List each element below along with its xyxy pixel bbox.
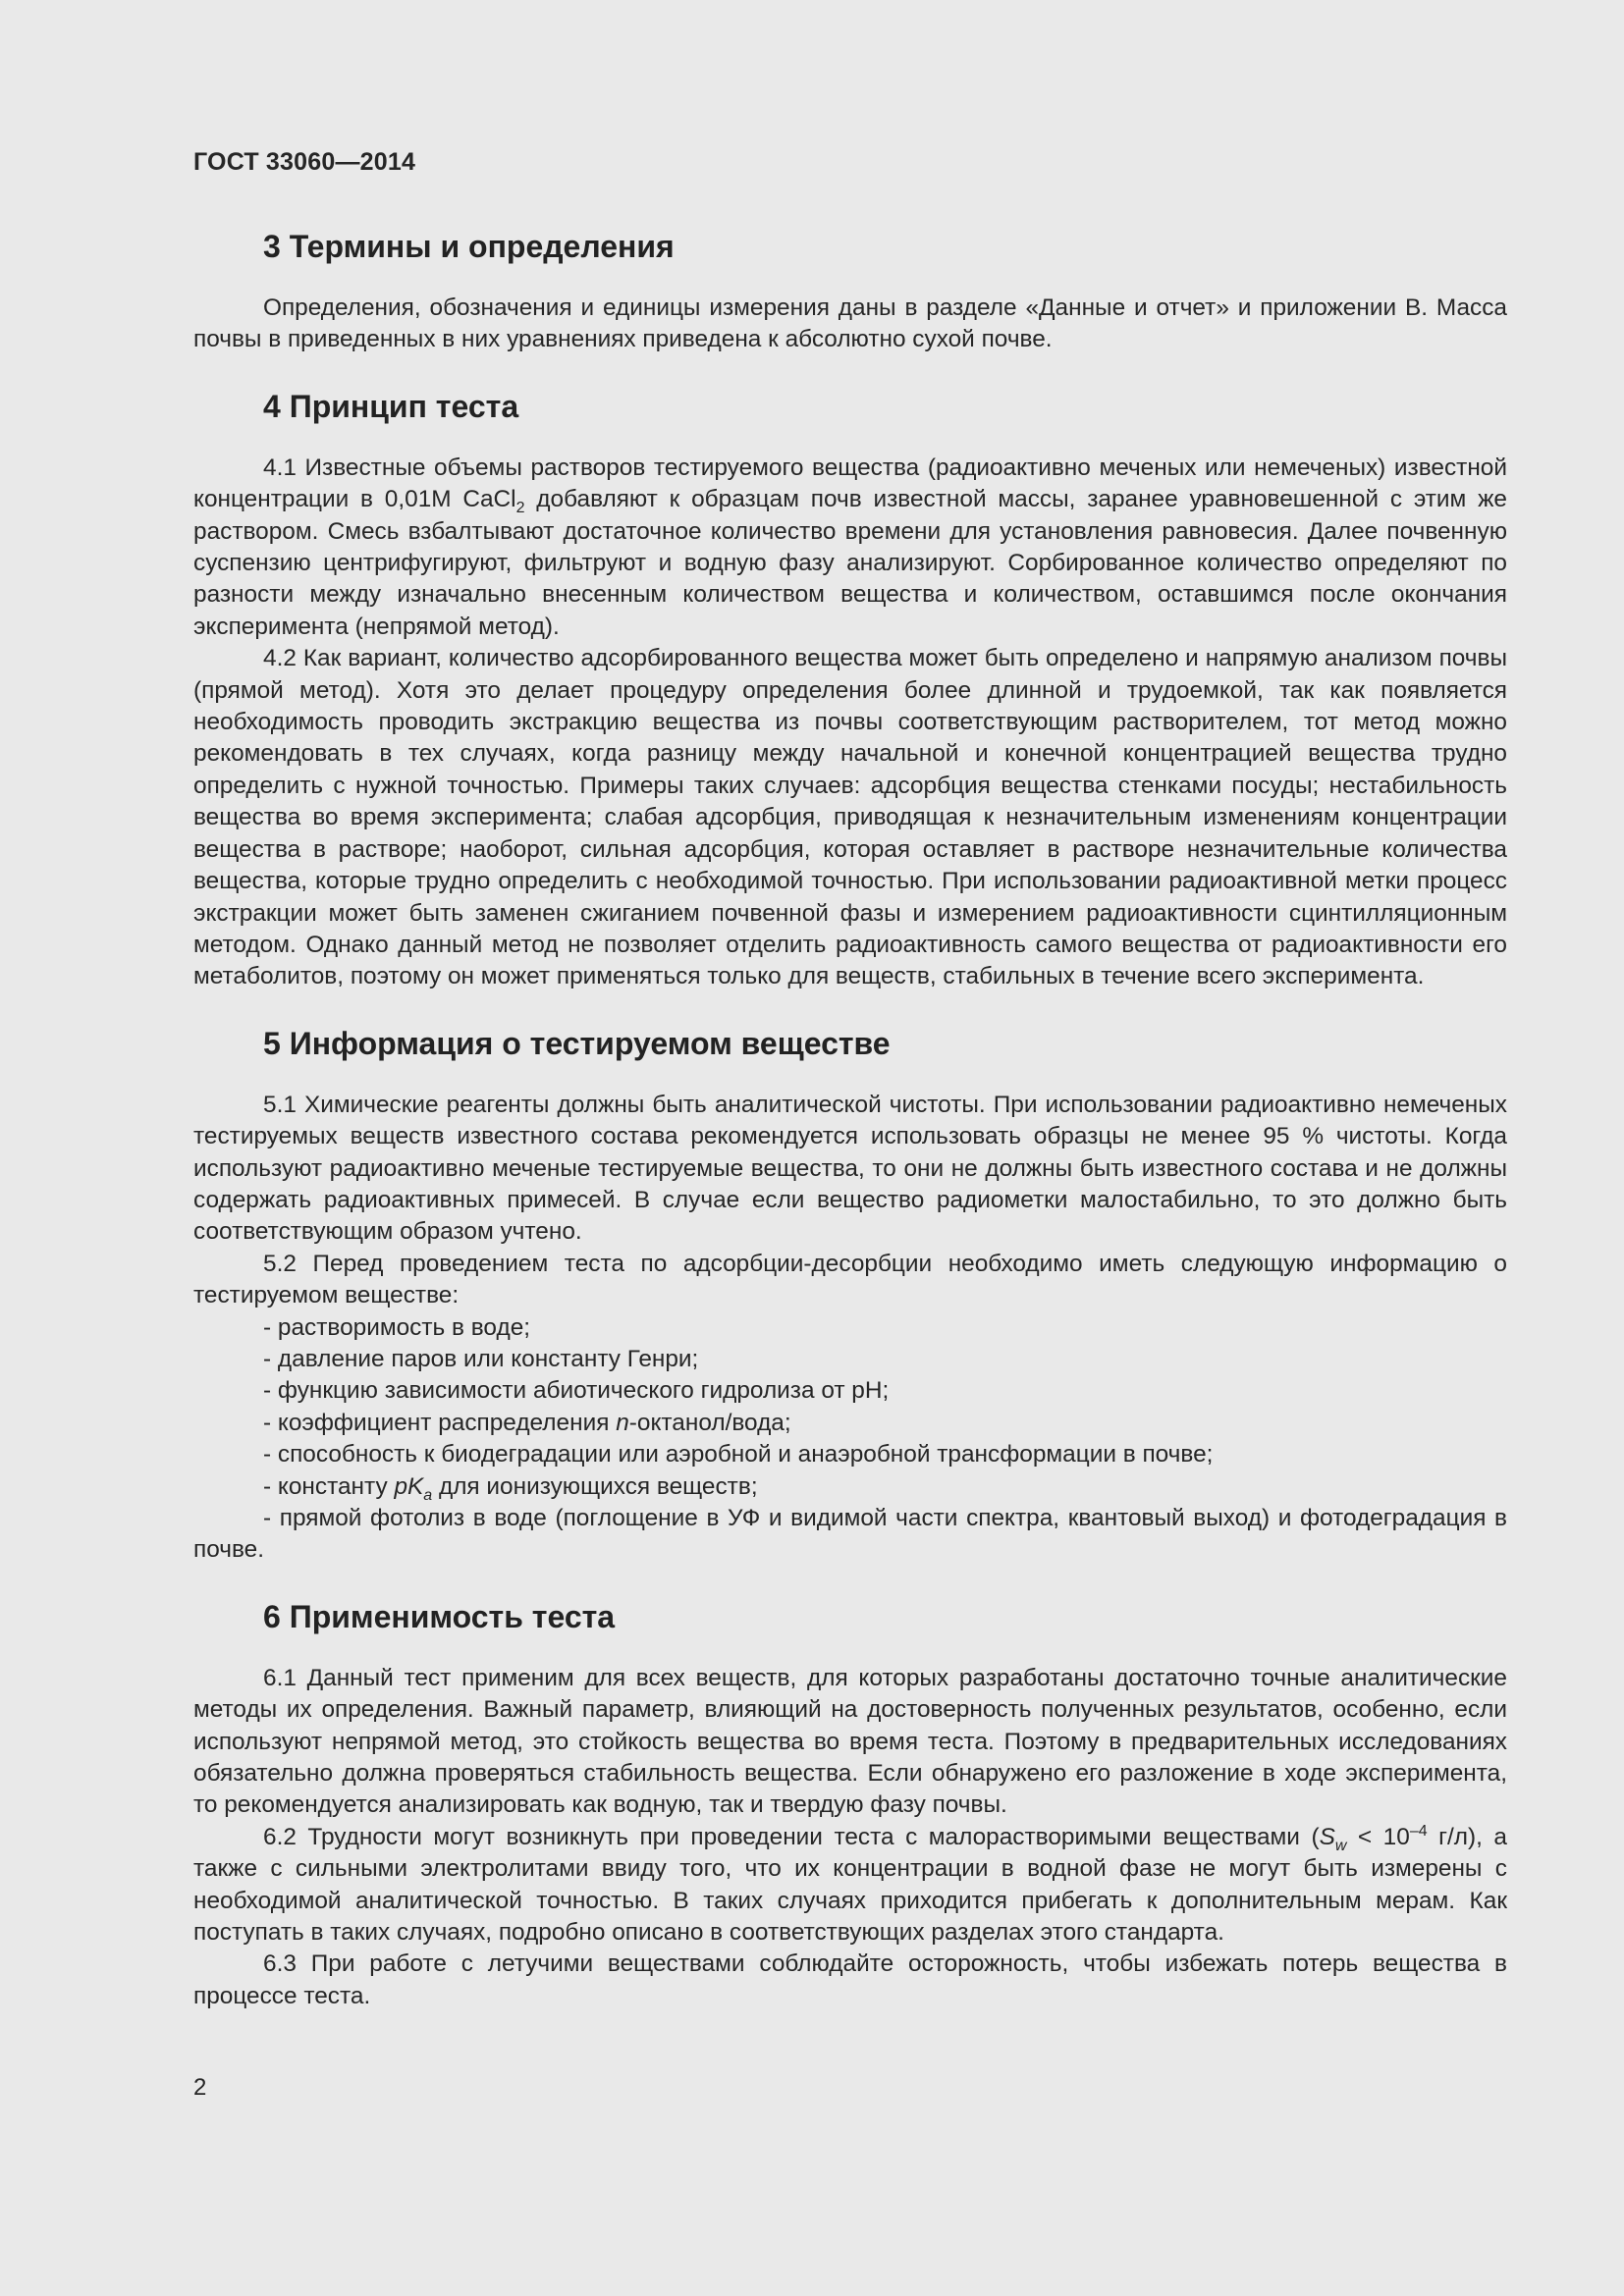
document-header: ГОСТ 33060—2014: [193, 148, 416, 176]
section-4: [193, 388, 1507, 993]
section-3: [193, 228, 1507, 356]
section-3-paragraph-1: Определения, обозначения и единицы измерения даны в разделе «Данные и отчет» и приложении В. Масса почвы в приведенных в них уравнениях приведена к абсолютно сухой почве.: [193, 294, 1507, 353]
list-item: - растворимость в воде;: [263, 1313, 531, 1341]
section-5-paragraph-1: 5.1 Химические реагенты должны быть аналитической чистоты. При использовании радиоактивно немеченых тестируемых веществ известного состава рекомендуется использовать образцы не менее 95 % чистоты. Когда используют радиоактивно меченые тестируемые вещества, то они не должны быть известного состава и не должны содержать радиоактивных примесей. В случае если вещество радиометки малостабильно, то это должно быть соответствующим образом учтено.: [193, 1091, 1507, 1246]
section-6-paragraph-2: 6.2 Трудности могут возникнуть при проведении теста с малорастворимыми веществами ($S_w < 10^{-4}$ г/л), а также с сильными электролитами ввиду того, что их концентрации в водной фазе не могут быть измерены с необходимой аналитической точностью. В таких случаях приходится прибегать к дополнительным мерам. Как поступать в таких случаях, подробно описано в соответствующих разделах этого стандарта.: [193, 1822, 1507, 1947]
section-4-paragraph-2: 4.2 Как вариант, количество адсорбированного вещества может быть определено и напрямую анализом почвы (прямой метод). Хотя это делает процедуру определения более длинной и трудоемкой, так как появляется необходимость проводить экстракцию вещества из почвы соответствующим растворителем, тот метод можно рекомендовать в тех случаях, когда разницу между начальной и конечной концентрацией вещества трудно определить с нужной точностью. Примеры таких случаев: адсорбция вещества стенками посуды; нестабильность вещества во время эксперимента; слабая адсорбция, приводящая к незначительным изменениям концентрации вещества в растворе; наоборот, сильная адсорбция, которая оставляет в растворе незначительные количества вещества, которые трудно определить с необходимой точностью. При использовании радиоактивной метки процесс экстракции может быть заменен сжиганием почвенной фазы и измерением радиоактивности сцинтилляционным методом. Однако данный метод не позволяет отделить радиоактивность самого вещества от радиоактивности его метаболитов, поэтому он может применяться только для веществ, стабильных в течение всего эксперимента.: [193, 645, 1507, 990]
test-substance-info-list: [193, 1312, 1507, 1567]
list-item: - коэффициент распределения n-октанол/вода;: [263, 1409, 791, 1436]
section-4-paragraph-1: 4.1 Известные объемы растворов тестируемого вещества (радиоактивно меченых или немеченых) известной концентрации в 0,01М CaCl$_2$ добавляют к образцам почв известной массы, заранее уравновешенной с этим же раствором. Смесь взбалтывают достаточное количество времени для установления равновесия. Далее почвенную суспензию центрифугируют, фильтруют и водную фазу анализируют. Сорбированное количество определяют по разности между изначально внесенным количеством вещества и количеством, оставшимся после окончания эксперимента (непрямой метод).: [193, 454, 1507, 640]
section-6-paragraph-1: 6.1 Данный тест применим для всех веществ, для которых разработаны достаточно точные аналитические методы их определения. Важный параметр, влияющий на достоверность полученных результатов, особенно, если используют непрямой метод, это стойкость вещества во время теста. Поэтому в предварительных исследованиях обязательно должна проверяться стабильность вещества. Если обнаружено его разложение в ходе эксперимента, то рекомендуется анализировать как водную, так и твердую фазу почвы.: [193, 1664, 1507, 1819]
list-item: - функцию зависимости абиотического гидролиза от pH;: [263, 1377, 890, 1405]
list-item: - давление паров или константу Генри;: [263, 1345, 699, 1372]
section-6: [193, 1598, 1507, 2012]
document-body: [193, 228, 1507, 2044]
list-item: - способность к биодеградации или аэробной и анаэробной трансформации в почве;: [263, 1441, 1214, 1468]
section-3-title: 3 Термины и определения: [263, 229, 675, 264]
section-5-paragraph-2: 5.2 Перед проведением теста по адсорбции-десорбции необходимо иметь следующую информацию о тестируемом веществе:: [193, 1250, 1507, 1309]
section-5: [193, 1025, 1507, 1567]
page-number: 2: [193, 2074, 207, 2101]
section-5-title: 5 Информация о тестируемом веществе: [263, 1025, 891, 1061]
section-4-title: 4 Принцип теста: [263, 388, 519, 424]
section-6-title: 6 Применимость теста: [263, 1598, 616, 1634]
list-item: - константу $pK_a$ для ионизующихся веществ;: [263, 1472, 758, 1504]
list-item: - прямой фотолиз в воде (поглощение в УФ и видимой части спектра, квантовый выход) и фотодеградация в почве.: [193, 1505, 1507, 1564]
section-6-paragraph-3: 6.3 При работе с летучими веществами соблюдайте осторожность, чтобы избежать потерь вещества в процессе теста.: [193, 1950, 1507, 2009]
